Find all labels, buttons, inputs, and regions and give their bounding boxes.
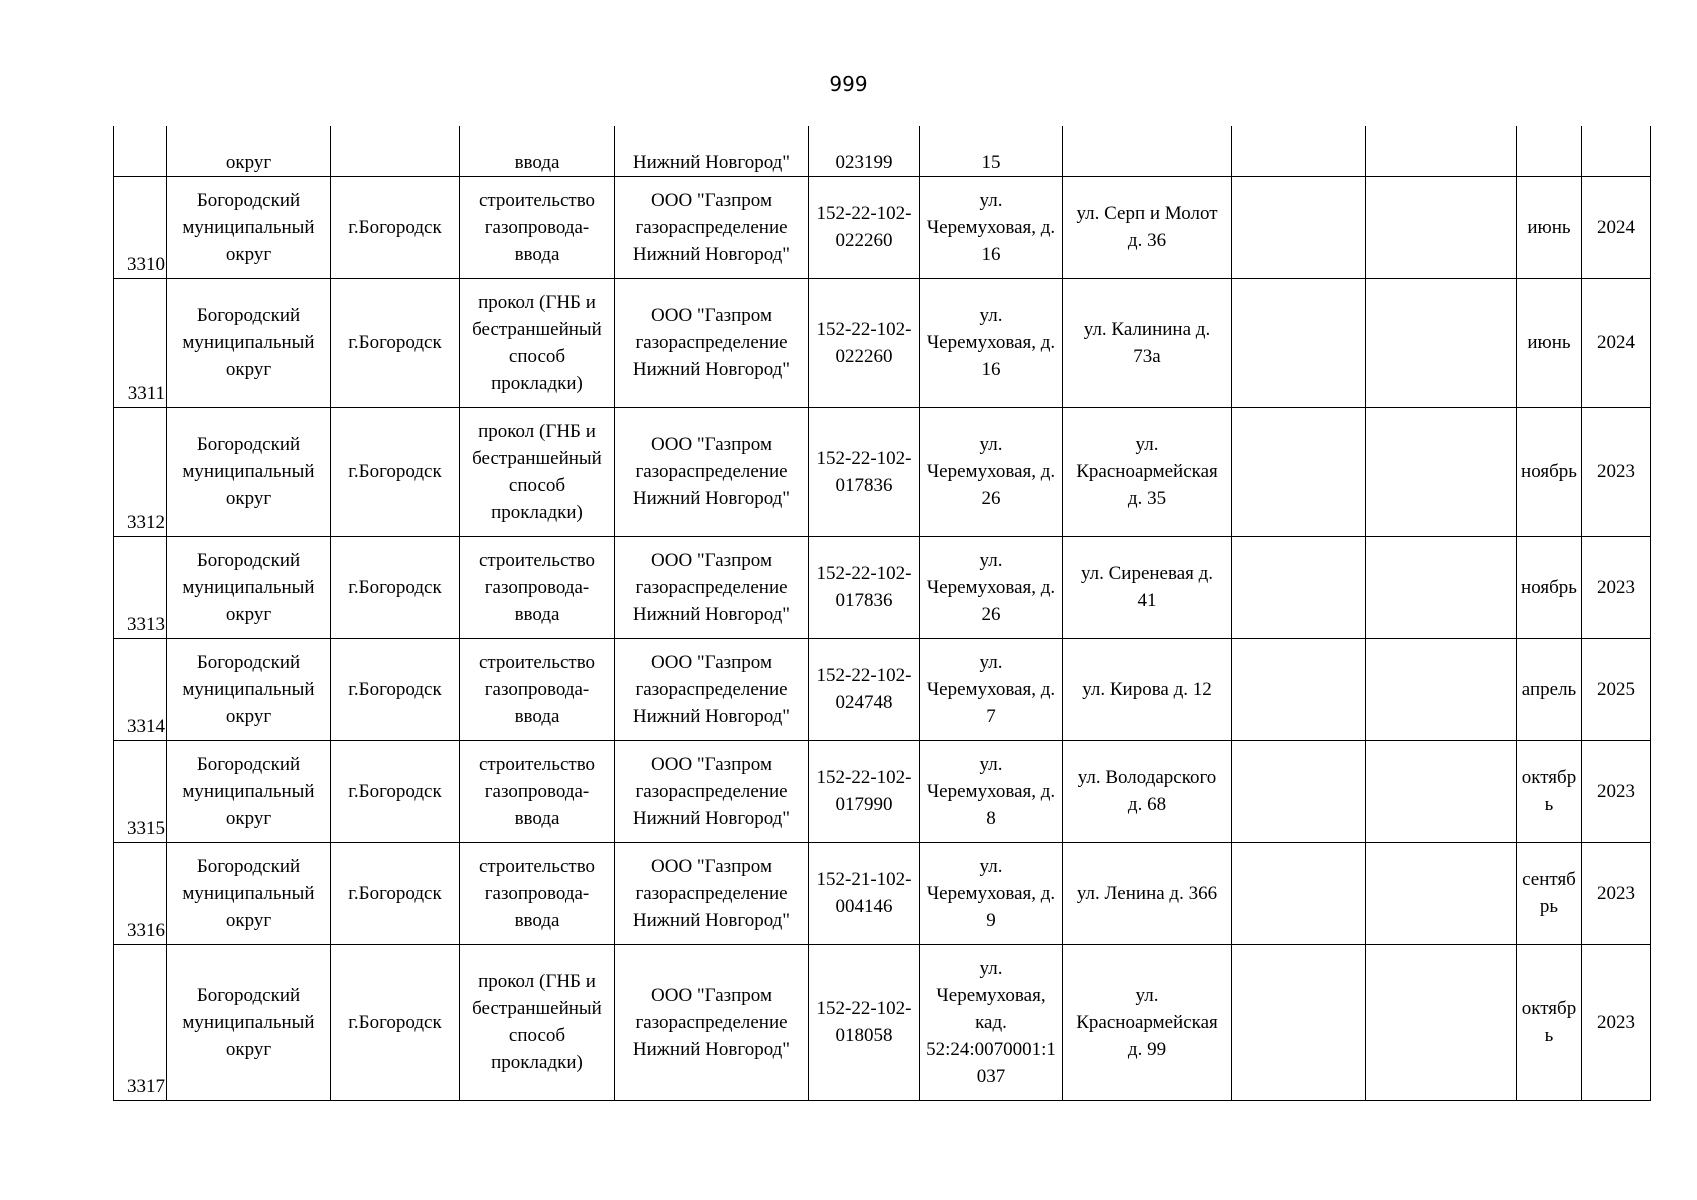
cell-empty-2 (1366, 740, 1517, 842)
page-number: 999 (829, 72, 868, 96)
cell-address-to: ул. Володарского д. 68 (1063, 740, 1232, 842)
cell-work-type: строительство газопровода- ввода (460, 536, 615, 638)
cell-year: 2023 (1582, 740, 1651, 842)
cell-month: ноябрь (1517, 407, 1582, 536)
cell-year: 2024 (1582, 176, 1651, 278)
cell-organization: ООО "Газпром газораспределение Нижний Новгород" (615, 944, 809, 1100)
cell-address-to: ул. Красноармейская д. 35 (1063, 407, 1232, 536)
cell-empty-2 (1366, 638, 1517, 740)
cell-month: сентяб рь (1517, 842, 1582, 944)
cell-code: 152-22-102- 022260 (809, 176, 920, 278)
cell-code: 152-22-102- 017836 (809, 407, 920, 536)
cell-year (1582, 126, 1651, 176)
cell-code: 152-22-102- 017990 (809, 740, 920, 842)
cell-city: г.Богородск (331, 638, 460, 740)
cell-district: Богородский муниципальный округ (167, 407, 331, 536)
cell-address-from: ул. Черемуховая, д. 26 (920, 407, 1063, 536)
cell-organization: ООО "Газпром газораспределение Нижний Новгород" (615, 740, 809, 842)
cell-empty-2 (1366, 407, 1517, 536)
works-table (113, 126, 1651, 1101)
cell-district: Богородский муниципальный округ (167, 536, 331, 638)
cell-work-type: прокол (ГНБ и бестраншейный способ прокладки) (460, 278, 615, 407)
cell-empty-1 (1232, 176, 1366, 278)
cell-city: г.Богородск (331, 407, 460, 536)
cell-empty-1 (1232, 278, 1366, 407)
cell-month: апрель (1517, 638, 1582, 740)
cell-city: г.Богородск (331, 176, 460, 278)
cell-organization: ООО "Газпром газораспределение Нижний Новгород" (615, 176, 809, 278)
cell-number: 3310 (114, 176, 167, 278)
cell-month: июнь (1517, 278, 1582, 407)
cell-year: 2023 (1582, 536, 1651, 638)
cell-empty-2 (1366, 126, 1517, 176)
cell-city: г.Богородск (331, 944, 460, 1100)
cell-code: 152-22-102- 017836 (809, 536, 920, 638)
table-row (114, 842, 1651, 944)
cell-address-to: ул. Серп и Молот д. 36 (1063, 176, 1232, 278)
cell-month: октябр ь (1517, 944, 1582, 1100)
cell-number: 3315 (114, 740, 167, 842)
cell-address-to: ул. Ленина д. 366 (1063, 842, 1232, 944)
cell-number (114, 126, 167, 176)
table-row (114, 638, 1651, 740)
cell-work-type: прокол (ГНБ и бестраншейный способ прокладки) (460, 944, 615, 1100)
cell-work-type: строительство газопровода- ввода (460, 176, 615, 278)
cell-work-type: прокол (ГНБ и бестраншейный способ прокладки) (460, 407, 615, 536)
cell-address-from: ул. Черемуховая, д. 26 (920, 536, 1063, 638)
cell-code: 023199 (809, 126, 920, 176)
cell-district: Богородский муниципальный округ (167, 176, 331, 278)
cell-month (1517, 126, 1582, 176)
cell-empty-1 (1232, 638, 1366, 740)
cell-address-to (1063, 126, 1232, 176)
cell-city (331, 126, 460, 176)
cell-code: 152-22-102- 022260 (809, 278, 920, 407)
cell-city: г.Богородск (331, 278, 460, 407)
cell-number: 3313 (114, 536, 167, 638)
cell-empty-1 (1232, 944, 1366, 1100)
cell-year: 2023 (1582, 842, 1651, 944)
table-row-partial (114, 126, 1651, 176)
cell-month: октябр ь (1517, 740, 1582, 842)
cell-organization: ООО "Газпром газораспределение Нижний Новгород" (615, 407, 809, 536)
table-row (114, 176, 1651, 278)
cell-month: июнь (1517, 176, 1582, 278)
cell-district: Богородский муниципальный округ (167, 740, 331, 842)
cell-address-from: ул. Черемуховая, д. 9 (920, 842, 1063, 944)
cell-empty-2 (1366, 944, 1517, 1100)
cell-empty-1 (1232, 536, 1366, 638)
cell-address-from: ул. Черемуховая, д. 16 (920, 176, 1063, 278)
cell-district: Богородский муниципальный округ (167, 944, 331, 1100)
cell-year: 2023 (1582, 407, 1651, 536)
cell-city: г.Богородск (331, 842, 460, 944)
cell-empty-1 (1232, 407, 1366, 536)
table-row (114, 944, 1651, 1100)
cell-year: 2025 (1582, 638, 1651, 740)
cell-work-type: строительство газопровода- ввода (460, 842, 615, 944)
cell-address-from: ул. Черемуховая, кад. 52:24:0070001:1 037 (920, 944, 1063, 1100)
cell-address-from: ул. Черемуховая, д. 7 (920, 638, 1063, 740)
table-row (114, 278, 1651, 407)
table-row (114, 536, 1651, 638)
cell-code: 152-22-102- 018058 (809, 944, 920, 1100)
cell-empty-2 (1366, 278, 1517, 407)
cell-district: округ (167, 126, 331, 176)
cell-empty-2 (1366, 842, 1517, 944)
cell-district: Богородский муниципальный округ (167, 278, 331, 407)
cell-empty-1 (1232, 740, 1366, 842)
cell-number: 3317 (114, 944, 167, 1100)
cell-address-to: ул. Красноармейская д. 99 (1063, 944, 1232, 1100)
table-row (114, 407, 1651, 536)
cell-number: 3316 (114, 842, 167, 944)
cell-address-from: 15 (920, 126, 1063, 176)
cell-address-to: ул. Кирова д. 12 (1063, 638, 1232, 740)
cell-city: г.Богородск (331, 740, 460, 842)
cell-address-from: ул. Черемуховая, д. 16 (920, 278, 1063, 407)
cell-code: 152-22-102- 024748 (809, 638, 920, 740)
cell-month: ноябрь (1517, 536, 1582, 638)
cell-number: 3312 (114, 407, 167, 536)
cell-district: Богородский муниципальный округ (167, 842, 331, 944)
cell-year: 2024 (1582, 278, 1651, 407)
cell-organization: Нижний Новгород" (615, 126, 809, 176)
cell-code: 152-21-102- 004146 (809, 842, 920, 944)
cell-number: 3314 (114, 638, 167, 740)
cell-empty-1 (1232, 126, 1366, 176)
cell-work-type: строительство газопровода- ввода (460, 638, 615, 740)
cell-empty-2 (1366, 176, 1517, 278)
table-row (114, 740, 1651, 842)
cell-empty-2 (1366, 536, 1517, 638)
cell-address-from: ул. Черемуховая, д. 8 (920, 740, 1063, 842)
cell-address-to: ул. Калинина д. 73а (1063, 278, 1232, 407)
cell-address-to: ул. Сиреневая д. 41 (1063, 536, 1232, 638)
cell-number: 3311 (114, 278, 167, 407)
cell-city: г.Богородск (331, 536, 460, 638)
cell-year: 2023 (1582, 944, 1651, 1100)
cell-organization: ООО "Газпром газораспределение Нижний Новгород" (615, 536, 809, 638)
cell-organization: ООО "Газпром газораспределение Нижний Новгород" (615, 638, 809, 740)
cell-organization: ООО "Газпром газораспределение Нижний Новгород" (615, 842, 809, 944)
cell-district: Богородский муниципальный округ (167, 638, 331, 740)
cell-empty-1 (1232, 842, 1366, 944)
cell-work-type: строительство газопровода- ввода (460, 740, 615, 842)
cell-organization: ООО "Газпром газораспределение Нижний Новгород" (615, 278, 809, 407)
cell-work-type: ввода (460, 126, 615, 176)
